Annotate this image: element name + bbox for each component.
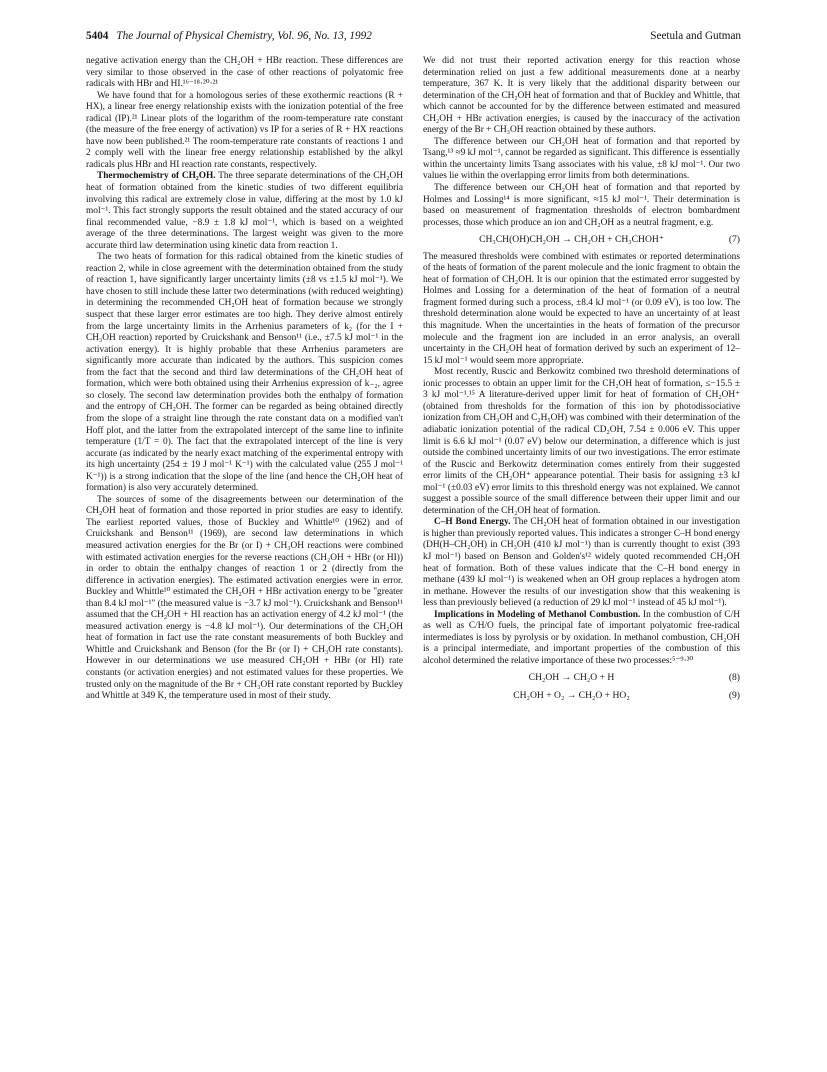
section-heading-bond-energy: C–H Bond Energy.	[434, 517, 511, 528]
paragraph: negative activation energy than the CH₂OH + HBr reaction. These differences are very similar to those observed in the case of other reactions of polyatomic free radicals with HBr and HI.¹⁶⁻¹⁸·²⁰·²¹	[86, 56, 403, 90]
paragraph: Most recently, Ruscic and Berkowitz combined two threshold determinations of ionic processes to obtain an upper limit for the CH₂OH heat of formation, ≤−15.5 ± 3 kJ mol⁻¹.¹⁵ A literature-derived upper limit for heat of formation of CH₂OH⁺ (obtained from thresholds for the formation of this ion by photodissociative ionization from CH₃OH and C₂H₅OH) was combined with their determination of the adiabatic ionization potential of the radical CD₂OH, 7.54 ± 0.006 eV. This upper limit is 6.6 kJ mol⁻¹ (0.07 eV) below our determination, a difference which is just outside the combined uncertainty limits of our two investigations. The error estimate of the Ruscic and Berkowitz determination comes entirely from their suggested error limits of the CH₂OH⁺ appearance potential. Their basis for assigning ±3 kJ mol⁻¹ (±0.03 eV) error limits to this threshold energy was not explained. We cannot suggest a possible source of the small difference between their upper limit and our determination of the CH₂OH heat of formation.	[423, 367, 740, 516]
right-column	[423, 56, 740, 708]
paragraph: The difference between our CH₂OH heat of formation and that reported by Tsang,¹³ ≈9 kJ mol⁻¹, cannot be regarded as significant. This difference is essentially within the uncertainty limits Tsang associates with his value, ±8 kJ mol⁻¹. Our two values lie within the overlapping error limits from both determinations.	[423, 136, 740, 182]
running-head-authors: Seetula and Gutman	[650, 30, 741, 42]
equation-8	[423, 672, 740, 684]
paragraph	[423, 517, 740, 609]
equation-formula: CH₂OH → CH₂O + H	[528, 672, 615, 684]
paragraph: The sources of some of the disagreements between our determination of the CH₂OH heat of formation and those reported in prior studies are easy to identify. The earliest reported values, those of Buckley and Whittle¹⁰ (1962) and of Cruickshank and Benson¹¹ (1969), are second law determinations in which measured activation energies for the Br (or I) + CH₃OH reactions were combined with estimated activation energies for the reverse reactions (CH₂OH + HBr (or HI)) in order to obtain the enthalpy changes of reaction 1 or 2 (directly from the difference in activation energies). The estimated activation energies were in error. Buckley and Whittle¹⁰ estimated the CH₂OH + HBr activation energy to be "greater than 8.4 kJ mol⁻¹" (the measured value is −3.7 kJ mol⁻¹). Cruickshank and Benson¹¹ assumed that the CH₂OH + HI reaction has an activation energy of 4.2 kJ mol⁻¹ (the measured activation energy is −4.8 kJ mol⁻¹). Our determinations of the CH₂OH heat of formation in fact use the rate constant measurements of both Buckley and Whittle and Cruickshank and Benson (for the Br (or I) + CH₃OH rate constants). However in our determinations we use measured CH₂OH + HBr (or HI) rate constants (or activation energies) and not estimated values for these properties. We trusted only on the magnitude of the Br + CH₃OH rate constant reported by Buckley and Whittle at 349 K, the temperature used in most of their study.	[86, 494, 403, 702]
equation-number: (8)	[728, 672, 740, 684]
section-heading-thermochemistry: Thermochemistry of CH₂OH.	[97, 171, 216, 182]
paragraph-text: The CH₂OH heat of formation obtained in our investigation is higher than previously reported values. This indicates a stronger C–H bond energy (DH(H–CH₂OH) in CH₃OH (410 kJ mol⁻¹) than is currently thought to exist (393 kJ mol⁻¹) based on Benson and Golden's¹² widely quoted recommended CH₂OH heat of formation. Both of these values indicate that the C–H bond energy in methane (439 kJ mol⁻¹) is weakened when an OH group replaces a hydrogen atom in methane. However the results of our investigation show that this weakening is less than previously believed (a reduction of 29 kJ mol⁻¹ instead of 45 kJ mol⁻¹).	[423, 517, 741, 609]
section-heading-methanol-combustion: Implications in Modeling of Methanol Combustion.	[434, 609, 641, 620]
paragraph: The difference between our CH₂OH heat of formation and that reported by Holmes and Lossing¹⁴ is more significant, ≈15 kJ mol⁻¹. Their determination is based on measurement of fragmentation thresholds of electron bombardment processes, those which produce an ion and CH₂OH as a neutral fragment, e.g.	[423, 183, 740, 228]
paragraph: The measured thresholds were combined with estimates or reported determinations of the heats of formation of the parent molecule and the ionic fragment to obtain the heat of formation of CH₂OH. It is our opinion that the estimated error suggested by Holmes and Lossing for a determination of the heat of formation of a neutral fragment formed during such a process, ±8.4 kJ mol⁻¹ (or 0.09 eV), is too low. The threshold determination alone would be expected to have an uncertainty of at least this magnitude. When the uncertainties in the heats of formation of the precursor molecule and the fragment ion are included in an error analysis, an overall uncertainty in the CH₂OH heat of formation derived by such an experiment of 12–15 kJ mol⁻¹ would seem more appropriate.	[423, 251, 740, 366]
left-column	[86, 56, 403, 703]
equation-formula: CH₃CH(OH)CH₂OH → CH₂OH + CH₃CHOH⁺	[479, 234, 664, 246]
paragraph-text: In the combustion of C/H as well as C/H/O fuels, the principal fate of important polyatomic free-radical intermediates is loss by pyrolysis or by oxidation. In methanol combustion, CH₂OH is a principal intermediate, and important properties of the combustion of this alcohol determined the relative importance of these two processes:⁵⁻⁹·³⁰	[423, 609, 740, 666]
equation-7	[423, 234, 740, 246]
page-header	[86, 30, 741, 46]
equation-number: (9)	[728, 689, 740, 701]
paragraph: We did not trust their reported activation energy for this reaction whose determination relied on just a few additional measurements done at a nearby temperature, 367 K. It is very likely that the additional disparity between our determination of the CH₂OH heat of formation and that of Buckley and Whittle, that which cannot be accounted for by the difference between estimated and measured CH₂OH + HBr activation energies, is caused by the inaccuracy of the activation energy of the Br + CH₃OH reaction obtained by these authors.	[423, 56, 740, 136]
paragraph-text: The three separate determinations of the CH₂OH heat of formation obtained from the kinetic studies of two different equilibria involving this radical are extremely close in value, differing at the most by 1.0 kJ mol⁻¹. This fact strongly supports the result obtained and the stated accuracy of our final recommended value, −8.9 ± 1.8 kJ mol⁻¹, which is based on a weighted average of the three determinations. The largest weight was given to the more accurate third law determination using kinetic data from reaction 1.	[86, 171, 404, 251]
paragraph: We have found that for a homologous series of these exothermic reactions (R + HX), a linear free energy relationship exists with the ionization potential of the free radical (IP).²¹ Linear plots of the logarithm of the room-temperature rate constant (the measure of the free energy of activation) vs IP for a series of R + HX reactions have now been published.²¹ The room-temperature rate constants of reactions 1 and 2 comply well with the linear free energy relationship established by the alkyl radicals plus HBr and HI reaction rate constants, respectively.	[86, 90, 403, 170]
paragraph: The two heats of formation for this radical obtained from the kinetic studies of reaction 2, while in close agreement with the determination obtained from the study of reaction 1, have significantly larger uncertainty limits (±8 vs ±1.5 kJ mol⁻¹). We have chosen to still include these latter two determinations (with reduced weighting) in determining the recommended CH₂OH heat of formation because we strongly suspect that these larger error estimates are too high. They derive almost entirely from the large uncertainty limits in the Arrhenius parameters of k₂ (for the I + CH₃OH reaction) reported by Cruickshank and Benson¹¹ (i.e., ±7.5 kJ mol⁻¹ in the activation energy). It is highly probable that these Arrhenius parameters are significantly more accurate than indicated by the authors. This suspicion comes from the fact that the second and third law determinations of the CH₂OH heat of formation, which were both obtained using their Arrhenius expression of k₋₂, agree so closely. The second law determination provides both the enthalpy of formation and the entropy of CH₂OH. The former can be regarded as being obtained directly from the slope of a straight line through the rate constant data on a modified van't Hoff plot, and the latter from the extrapolated intercept of the same line to infinite temperature (1/T = 0). The fact that the extrapolated intercept of the line is very accurate (as indicated by the nearly exact matching of the experimental entropy with its high uncertainty (254 ± 19 J mol⁻¹ K⁻¹) with the calculated value (255 J mol⁻¹ K⁻¹)) is a strong indication that the slope of the line (and hence the CH₂OH heat of formation) is also very accurately determined.	[86, 252, 403, 494]
page-number: 5404	[86, 30, 109, 42]
equation-9	[423, 690, 740, 702]
equation-formula: CH₂OH + O₂ → CH₂O + HO₂	[513, 689, 630, 701]
equation-number: (7)	[728, 234, 740, 246]
paragraph	[423, 610, 740, 668]
paragraph	[86, 171, 403, 252]
journal-citation: The Journal of Physical Chemistry, Vol. 96, No. 13, 1992	[116, 30, 372, 42]
